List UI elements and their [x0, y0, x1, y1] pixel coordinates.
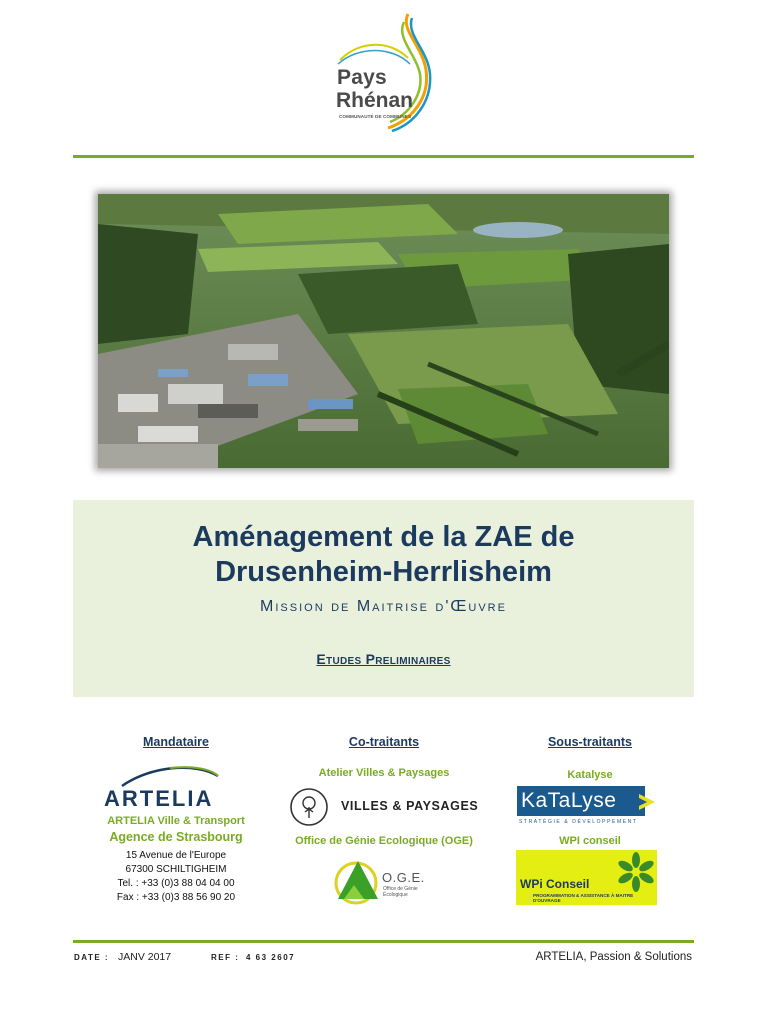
document-title-line1: Aménagement de la ZAE de: [192, 521, 575, 553]
soustraitant-name-katalyse: Katalyse: [567, 769, 613, 781]
aerial-photo: [98, 194, 669, 468]
tree-circle-icon: [287, 786, 331, 828]
phone-number: Tel. : +33 (0)3 88 04 04 00: [117, 878, 235, 889]
cotraitant-name-villes: Atelier Villes & Paysages: [318, 767, 450, 779]
date-value: JANV 2017: [118, 951, 172, 963]
oge-triangle-icon: [334, 855, 382, 907]
address-line2: 67300 SCHILTIGHEIM: [125, 864, 227, 875]
header-divider: [73, 155, 694, 158]
artelia-wordmark: ARTELIA: [104, 786, 214, 811]
ref-value: 4 63 2607: [246, 953, 296, 962]
mandataire-heading: Mandataire: [143, 735, 209, 749]
cotraitants-heading: Co-traitants: [348, 735, 420, 749]
villes-paysages-logo: [287, 786, 487, 828]
phase-title: Etudes Preliminaires: [316, 651, 451, 667]
wpi-tagline: PROGRAMMATION & ASSISTANCE À MAITRE D'OUVRAGE: [533, 893, 634, 903]
wpi-flower-icon: [616, 852, 656, 892]
wpi-wordmark: WPi Conseil: [520, 877, 590, 891]
soustraitants-heading: Sous-traitants: [547, 735, 633, 749]
title-panel: [73, 500, 694, 697]
mission-subtitle: Mission de Maitrise d'Œuvre: [260, 598, 507, 615]
katalyse-arrow-icon: [637, 792, 657, 812]
artelia-division: ARTELIA Ville & Transport: [107, 815, 245, 827]
wpi-conseil-logo: [516, 850, 657, 905]
villes-paysages-wordmark: VILLES & PAYSAGES: [341, 799, 479, 813]
katalyse-box: [517, 786, 645, 816]
katalyse-tagline: STRATÉGIE & DÉVELOPPEMENT: [519, 819, 638, 825]
logo-word-pays: Pays: [337, 66, 387, 89]
logo-subtitle: COMMUNAUTÉ DE COMMUNES: [339, 114, 412, 119]
logo-word-rhenan: Rhénan: [336, 89, 414, 112]
cotraitant-name-oge: Office de Génie Ecologique (OGE): [295, 835, 473, 847]
oge-logo: [334, 855, 436, 907]
agence-name: Agence de Strasbourg: [109, 830, 243, 844]
pays-rhenan-logo: [330, 10, 440, 135]
date-label: DATE :: [74, 953, 110, 962]
oge-logo-subtitle: Office de Génie Écologique: [383, 886, 418, 898]
company-tagline: ARTELIA, Passion & Solutions: [535, 951, 692, 963]
address-line1: 15 Avenue de l'Europe: [125, 850, 227, 861]
artelia-logo: [100, 762, 252, 812]
oge-wordmark: O.G.E.: [382, 870, 425, 885]
artelia-arc-icon: [100, 762, 252, 788]
katalyse-wordmark: KaTaLyse: [521, 789, 617, 812]
document-title-line2: Drusenheim-Herrlisheim: [215, 556, 552, 588]
soustraitant-name-wpi: WPI conseil: [559, 835, 621, 847]
katalyse-logo: [517, 784, 662, 828]
fax-number: Fax : +33 (0)3 88 56 90 20: [116, 892, 236, 903]
ref-label: REF :: [211, 953, 240, 962]
footer-divider: [73, 940, 694, 943]
